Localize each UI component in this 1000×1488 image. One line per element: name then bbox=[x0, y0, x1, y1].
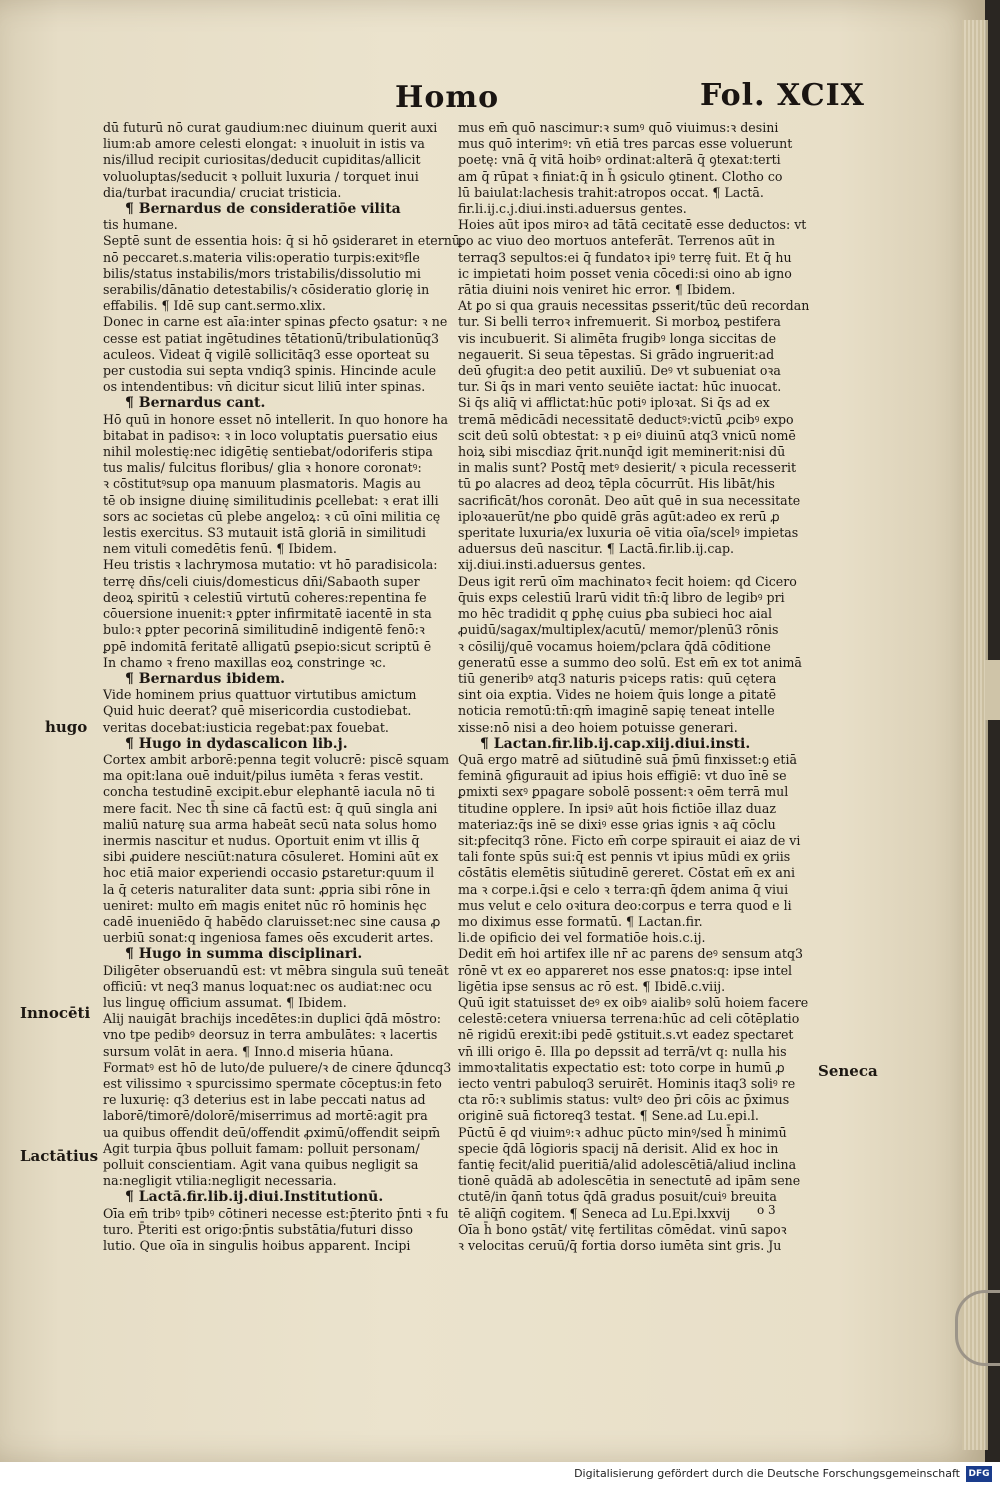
clasp-ring bbox=[955, 1290, 1000, 1366]
text-line: iploꝛauerūt/ne ꝑbo quidē grās agūt:adeo ex rerū ꝓ bbox=[458, 508, 780, 524]
text-line: cōuersione inuenit:ꝛ ꝑpter infirmitatē iacentē in sta bbox=[103, 606, 432, 622]
text-line: poetę: vnā q̄ vitā hoibꝰ ordinat:alterā q̄ ꝯtexat:terti bbox=[458, 152, 781, 168]
text-line: deū ꝯfugit:a deo petit auxiliū. Deꝰ vt subueniat oꝛa bbox=[458, 363, 781, 379]
text-line: Cortex ambit arborē:penna tegit volucrē: piscē squam bbox=[103, 751, 450, 767]
text-line: titudine opplere. In ipsiꝰ aūt hois fictiōe illaz duaz bbox=[458, 800, 777, 816]
text-line: ¶ Bernardus de consideratiōe vilita bbox=[125, 201, 401, 218]
text-line: os intendentibus: vn̄ dicitur sicut liliū inter spinas. bbox=[103, 379, 426, 395]
text-line: ꝛ cōsilij/quē vocamus hoiem/pclara q̄dā cōditione bbox=[458, 638, 771, 654]
text-line: tur. Si q̄s in mari vento seuiēte iactat: hūc inuocat. bbox=[458, 379, 782, 395]
funding-credit: Digitalisierung gefördert durch die Deutsche Forschungsgemeinschaft bbox=[574, 1467, 960, 1480]
text-line: hoc etiā maior experiendi occasio ꝑstaretur:quum il bbox=[103, 865, 435, 881]
text-line: voluoluptas/seducit ꝛ polluit luxuria / torquet inui bbox=[103, 168, 419, 184]
text-line: na:negligit vtilia:negligit necessaria. bbox=[103, 1173, 337, 1189]
text-line: cesse est patiat ingētudines tētationū/tribulationūq3 bbox=[103, 330, 440, 346]
text-line: deoꝝ spiritū ꝛ celestiū virtutū coheres:repentina fe bbox=[103, 589, 427, 605]
footer-bar bbox=[0, 1462, 1000, 1488]
text-line: Vide hominem prius quattuor virtutibus amictum bbox=[103, 687, 417, 703]
marginal-note-seneca: Seneca bbox=[818, 1062, 878, 1080]
text-line: bilis/status instabilis/mors tristabilis/dissolutio mi bbox=[103, 265, 421, 281]
text-line: aculeos. Videat q̄ vigilē sollicitāq3 esse oporteat su bbox=[103, 346, 430, 362]
marginal-note-innocentius: Innocēti bbox=[20, 1004, 91, 1022]
text-line: ¶ Hugo in summa disciplinari. bbox=[125, 946, 363, 963]
text-line: uerbiū sonat:q ingeniosa fames oēs excuderit artes. bbox=[103, 930, 434, 946]
text-line: lutio. Que oīa in singulis hoibus apparent. Incipi bbox=[103, 1238, 411, 1254]
text-line: Septē sunt de essentia hois: q̄ si hō ꝯsideraret in eternū bbox=[103, 233, 460, 249]
text-line: am q̄ rūpat ꝛ finiat:q̄ in h̄ ꝯsiculo ꝯtinent. Clotho co bbox=[458, 168, 783, 184]
text-line: Oīa h̄ bono ꝯstāt/ vitę fertilitas cōmēdat. vinū sapoꝛ bbox=[458, 1221, 787, 1237]
running-title: Homo bbox=[395, 80, 500, 115]
text-line: Donec in carne est aīa:inter spinas ꝑfecto ꝯsatur: ꝛ ne bbox=[103, 314, 448, 330]
text-line: q̄uis exps celestiū lrarū vidit tn̄:q̄ libro de legibꝰ pri bbox=[458, 589, 785, 605]
text-line: ¶ Lactan.fir.lib.ij.cap.xiij.diui.insti. bbox=[480, 735, 751, 752]
text-line: Pūctū ē qd viuimꝰ:ꝛ adhuc pūcto minꝰ/sed h̄ minimū bbox=[458, 1124, 787, 1140]
text-line: noticia remotū:tn̄:qm̄ imaginē sapię teneat intelle bbox=[458, 703, 775, 719]
text-line: specie q̄dā lōgioris spacij nā derisit. Alid ex hoc in bbox=[458, 1140, 779, 1156]
text-line: ligētia ipse sensus ac rō est. ¶ Ibidē.c.viij. bbox=[458, 978, 726, 994]
text-line: vno tpe pedibꝰ deorsuz in terra ambulātes: ꝛ lacertis bbox=[103, 1027, 438, 1043]
text-line: mus velut e celo oꝛitura deo:corpus e terra quod e li bbox=[458, 897, 792, 913]
text-line: Agit turpia q̄bus polluit famam: polluit personam/ bbox=[103, 1140, 420, 1156]
text-line: fantię fecit/alid pueritiā/alid adolescētiā/aliud inclina bbox=[458, 1157, 797, 1172]
text-line: lus linguę officium assumat. ¶ Ibidem. bbox=[103, 994, 347, 1010]
text-line: ueniret: multo em̄ magis enitet nūc rō hominis hęc bbox=[103, 897, 427, 913]
text-line: ꝓuidū/sagax/multiplex/acutū/ memor/plenū3 rōnis bbox=[458, 622, 779, 638]
text-line: tē ob insigne diuinę similitudinis ꝑcellebat: ꝛ erat illi bbox=[103, 492, 439, 508]
text-line: xij.diui.insti.aduersus gentes. bbox=[458, 557, 646, 573]
text-line: tremā mēdicādi necessitatē deductꝰ:victū ꝓcibꝰ expo bbox=[458, 411, 794, 427]
text-line: hoiꝝ sibi miscdiaz q̄rit.nunq̄d igit meminerit:nisi dū bbox=[458, 444, 786, 460]
text-line: Diligēter obseruandū est: vt mēbra singula suū teneāt bbox=[103, 962, 449, 978]
text-line: ꝑmixti sexꝰ ꝑpagare sobolē possent:ꝛ oēm terrā mul bbox=[458, 784, 789, 800]
text-line: Quū igit statuisset deꝰ ex oibꝰ aialibꝰ solū hoiem facere bbox=[458, 994, 809, 1010]
text-line: speritate luxuria/ex luxuria oē vitia oīa/scelꝰ impietas bbox=[458, 525, 799, 541]
text-line: Si q̄s aliq̄ vi afflictat:hūc potiꝰ iploꝛat. Si q̄s ad ex bbox=[458, 395, 770, 411]
text-line: cta rō:ꝛ sublimis status: vultꝰ deo p̄ri cōis ac p̄ximus bbox=[458, 1092, 790, 1108]
folio-number: Fol. XCIX bbox=[700, 78, 865, 113]
text-line: maliū naturę sua arma habeāt secū nata solus homo bbox=[103, 816, 437, 832]
text-line: In chamo ꝛ freno maxillas eoꝝ constringe ꝛc. bbox=[103, 654, 386, 670]
text-line: concha testudinē excipit.ebur elephantē iacula nō ti bbox=[103, 784, 435, 800]
text-line: tiū generibꝰ atq3 naturis pꝛiceps ratis: quū cętera bbox=[458, 670, 777, 686]
text-line: fir.li.ij.c.j.diui.insti.aduersus gentes. bbox=[458, 201, 687, 217]
text-line: ¶ Bernardus cant. bbox=[125, 395, 266, 412]
text-line: dia/turbat iracundia/ cruciat tristicia. bbox=[103, 184, 342, 200]
text-line: in malis sunt? Postq̄ metꝰ desierit/ ꝛ picula recesserit bbox=[458, 460, 797, 476]
text-line: serabilis/dānatio detestabilis/ꝛ cōsideratio glorię in bbox=[103, 282, 430, 298]
text-line: Heu tristis ꝛ lachrymosa mutatio: vt hō paradisicola: bbox=[103, 557, 438, 573]
text-line: originē suā fictoreq3 testat. ¶ Sene.ad Lu.epi.l. bbox=[458, 1108, 759, 1124]
dfg-logo: DFG bbox=[966, 1466, 992, 1482]
text-line: Deus igit rerū oīm machinatoꝛ fecit hoiem: qd Cicero bbox=[458, 573, 797, 589]
text-line: dū futurū nō curat gaudium:nec diuinum querit auxi bbox=[103, 120, 438, 135]
text-line: officiū: vt neq3 manus loquat:nec os audiat:nec ocu bbox=[103, 978, 433, 994]
page-tab bbox=[985, 660, 1000, 720]
page-edge bbox=[962, 20, 988, 1450]
text-line: ua quibus offendit deū/offendit ꝓximū/offendit seipm̄ bbox=[103, 1124, 441, 1140]
text-line: lium:ab amore celesti elongat: ꝛ inuoluit in istis va bbox=[103, 136, 425, 152]
marginal-note-lactantius: Lactātius bbox=[20, 1147, 99, 1165]
text-line: ic impietati hoim posset venia cōcedi:si oino ab igno bbox=[458, 265, 792, 281]
text-line: sit:ꝑfecitq3 rōne. Ficto em̄ corpe spirauit ei aiaz de vi bbox=[458, 832, 801, 848]
right-column bbox=[458, 120, 818, 1254]
text-line: immoꝛtalitatis expectatio est: toto corpe in humū ꝓ bbox=[458, 1059, 785, 1075]
text-line: tū ꝑo alacres ad deoꝝ tēpla cōcurrūt. His libāt/his bbox=[458, 476, 775, 492]
text-line: ¶ Lactā.fir.lib.ij.diui.Institutionū. bbox=[125, 1189, 384, 1206]
text-line: cōstātis elemētis siūtudinē gereret. Cōstat em̄ ex ani bbox=[458, 865, 795, 881]
text-line: nō peccaret.s.materia vilis:operatio turpis:exitꝰfle bbox=[103, 249, 420, 265]
signature-mark: o 3 bbox=[757, 1203, 776, 1217]
text-line: ꝛ cōstitutꝰsup opa manuum plasmatoris. Magis au bbox=[103, 476, 421, 492]
text-line: ꝛ velocitas ceruū/q̄ fortia dorso iumēta sint gris. Ju bbox=[458, 1238, 782, 1254]
text-line: sacrificāt/hos coronāt. Deo aūt quē in sua necessitate bbox=[458, 492, 801, 508]
text-line: feminā ꝯfigurauit ad ipius hois effigiē: vt duo īnē se bbox=[458, 768, 787, 784]
text-line: bitabat in padisoꝛ: ꝛ in loco voluptatis ꝑuersatio eius bbox=[103, 427, 438, 443]
text-line: ¶ Bernardus ibidem. bbox=[125, 670, 286, 687]
text-line: re luxurię: q3 deterius est in labe peccati natus ad bbox=[103, 1092, 426, 1108]
text-line: tē aliq̄n̄ cogitem. ¶ Seneca ad Lu.Epi.lxxvij bbox=[458, 1205, 731, 1221]
text-line: veritas docebat:iusticia regebat:pax fouebat. bbox=[103, 719, 389, 735]
text-line: vn̄ illi origo ē. Illa ꝑo depssit ad terrā/vt q: nulla his bbox=[458, 1043, 787, 1059]
text-line: rātia diuini nois veniret hic error. ¶ Ibidem. bbox=[458, 282, 736, 298]
text-line: mo diximus esse formatū. ¶ Lactan.fir. bbox=[458, 913, 703, 929]
text-line: laborē/timorē/dolorē/miserrimus ad mortē:agit pra bbox=[103, 1108, 428, 1124]
text-line: rōnē vt ex eo appareret nos esse ꝑnatos:q: ipse intel bbox=[458, 962, 793, 978]
text-line: tali fonte spūs sui:q̄ est pennis vt ipius mūdi ex ꝯriis bbox=[458, 849, 791, 865]
text-line: est vilissimo ꝛ spurcissimo spermate cōceptus:in feto bbox=[103, 1075, 442, 1091]
text-line: nihil molestię:nec idigētię sentiebat/odoriferis stipa bbox=[103, 444, 433, 460]
text-line: Quid huic deerat? quē misericordia custodiebat. bbox=[103, 703, 412, 719]
text-line: At ꝑo si qua grauis necessitas ꝑsserit/tūc deū recordan bbox=[458, 298, 810, 314]
text-line: sibi ꝓuidere nesciūt:natura cōsuleret. Homini aūt ex bbox=[103, 849, 439, 865]
text-line: sint oia exptia. Vides ne hoiem q̄uis longe a ꝑitatē bbox=[458, 687, 777, 703]
text-line: ctutē/in q̄ann̄ totus q̄dā gradus posuit/cuiꝰ breuita bbox=[458, 1189, 777, 1205]
text-line: ꝑpē indomitā feritatē alligatū ꝑsepio:sicut scriptū ē bbox=[103, 638, 432, 654]
text-line: vis incubuerit. Si alimēta frugibꝰ longa siccitas de bbox=[458, 330, 777, 346]
text-line: ¶ Hugo in dydascalicon lib.j. bbox=[125, 735, 348, 752]
text-line: tis humane. bbox=[103, 217, 178, 233]
text-line: per custodia sui septa vndiq3 spinis. Hincinde acule bbox=[103, 363, 437, 379]
text-line: negauerit. Si seua tēpestas. Si grādo ingruerit:ad bbox=[458, 346, 775, 362]
text-line: nē rigidū erexit:ibi pedē ꝯstituit.s.vt eadez spectaret bbox=[458, 1027, 794, 1043]
text-line: mo hēc tradidit q ꝑphę cuius ꝑba subieci hoc aial bbox=[458, 606, 773, 622]
text-line: Oīa em̄ tribꝰ tpibꝰ cōtineri necesse est:p̄terito p̄nti ꝛ fu bbox=[103, 1205, 449, 1221]
text-line: effabilis. ¶ Idē sup cant.sermo.xlix. bbox=[103, 298, 326, 314]
text-line: Quā ergo matrē ad siūtudinē suā p̄mū finxisset:ꝯ etiā bbox=[458, 751, 798, 767]
text-line: lestis exercitus. S3 mutauit istā gloriā in similitudi bbox=[103, 525, 426, 541]
text-line: iecto ventri pabuloq3 seruirēt. Hominis itaq3 soliꝰ re bbox=[458, 1075, 796, 1091]
text-line: xisse:nō nisi a deo hoiem potuisse generari. bbox=[458, 719, 738, 735]
left-column bbox=[103, 120, 458, 1254]
text-line: scit deū solū obtestat: ꝛ p eiꝰ diuinū atq3 vnicū nomē bbox=[458, 427, 796, 443]
text-line: sors ac societas cū plebe angeloꝝ: ꝛ cū oīni militia cę bbox=[103, 508, 441, 524]
text-line: Dedit em̄ hoi artifex ille nr̄ ac parens deꝰ sensum atq3 bbox=[458, 946, 804, 962]
text-line: terraq3 sepultos:ei q̄ fundatoꝛ ipiꝰ terrę fuit. Et q̄ hu bbox=[458, 249, 792, 265]
text-line: mus quō interimꝰ: vn̄ etiā tres parcas esse voluerunt bbox=[458, 136, 793, 152]
text-line: terrę dn̄s/celi ciuis/domesticus dn̄i/Sabaoth super bbox=[103, 573, 420, 589]
text-line: cadē inueniēdo q̄ habēdo claruisset:nec sine causa ꝓ bbox=[103, 913, 441, 929]
text-line: li.de opificio dei vel formatiōe hois.c.ij. bbox=[458, 930, 706, 946]
text-line: nem vituli comedētis fenū. ¶ Ibidem. bbox=[103, 541, 337, 557]
text-line: celestē:cetera vniuersa terrena:hūc ad celi cōtēplatio bbox=[458, 1011, 800, 1027]
text-line: la q̄ ceteris naturaliter data sunt: ꝓpria sibi rōne in bbox=[103, 881, 431, 897]
text-line: tionē quādā ab adolescētia in senectutē ad ipām sene bbox=[458, 1173, 801, 1189]
text-line: Hoies aūt ipos miroꝛ ad tātā cecitatē esse deductos: vt bbox=[458, 217, 807, 233]
text-line: materiaz:q̄s inē se dixiꝰ esse ꝯrias ignis ꝛ aq̄ cōclu bbox=[458, 816, 776, 832]
text-line: sursum volāt in aera. ¶ Inno.d miseria hūana. bbox=[103, 1043, 394, 1059]
text-line: aduersus deū nascitur. ¶ Lactā.fir.lib.ij.cap. bbox=[458, 541, 735, 557]
text-line: ma ꝛ corpe.i.q̄si e celo ꝛ terra:qn̄ q̄dem anima q̄ viui bbox=[458, 881, 789, 897]
text-line: mus em̄ quō nascimur:ꝛ sumꝰ quō viuimus:ꝛ desini bbox=[458, 120, 779, 135]
text-line: turo. P̄teriti est origo:p̄ntis substātia/futuri disso bbox=[103, 1221, 414, 1237]
text-line: mere facit. Nec th̄ sine cā factū est: q̄ quū singla ani bbox=[103, 800, 438, 816]
text-line: tus malis/ fulcitus floribus/ glia ꝛ honore coronatꝰ: bbox=[103, 460, 422, 476]
text-line: Alij nauigāt brachijs incedētes:in duplici q̄dā mōstro: bbox=[103, 1011, 442, 1027]
text-line: ma opit:lana ouē induit/pilus iumēta ꝛ feras vestit. bbox=[103, 768, 424, 784]
marginal-note-hugo: hugo bbox=[45, 718, 88, 736]
text-line: lū baiulat:lachesis trahit:atropos occat. ¶ Lactā. bbox=[458, 184, 764, 200]
text-line: nis/illud recipit curiositas/deducit cupiditas/allicit bbox=[103, 152, 421, 168]
text-line: bulo:ꝛ ꝑpter pecorinā similitudinē indigentē fenō:ꝛ bbox=[103, 622, 425, 638]
text-line: tur. Si belli terroꝛ infremuerit. Si morboꝝ pestifera bbox=[458, 314, 781, 330]
text-line: Hō quū in honore esset nō intellerit. In quo honore ha bbox=[103, 411, 449, 427]
text-line: generatū esse a summo deo solū. Est em̄ ex tot animā bbox=[458, 654, 802, 670]
text-line: Formatꝰ est hō de luto/de puluere/ꝛ de cinere q̄duncq3 bbox=[103, 1059, 452, 1075]
text-line: polluit conscientiam. Agit vana quibus negligit sa bbox=[103, 1157, 419, 1172]
text-line: inermis nascitur et nudus. Oportuit enim vt illis q̄ bbox=[103, 832, 420, 848]
text-line: ꝑo ac viuo deo mortuos anteferāt. Terrenos aūt in bbox=[458, 233, 776, 249]
